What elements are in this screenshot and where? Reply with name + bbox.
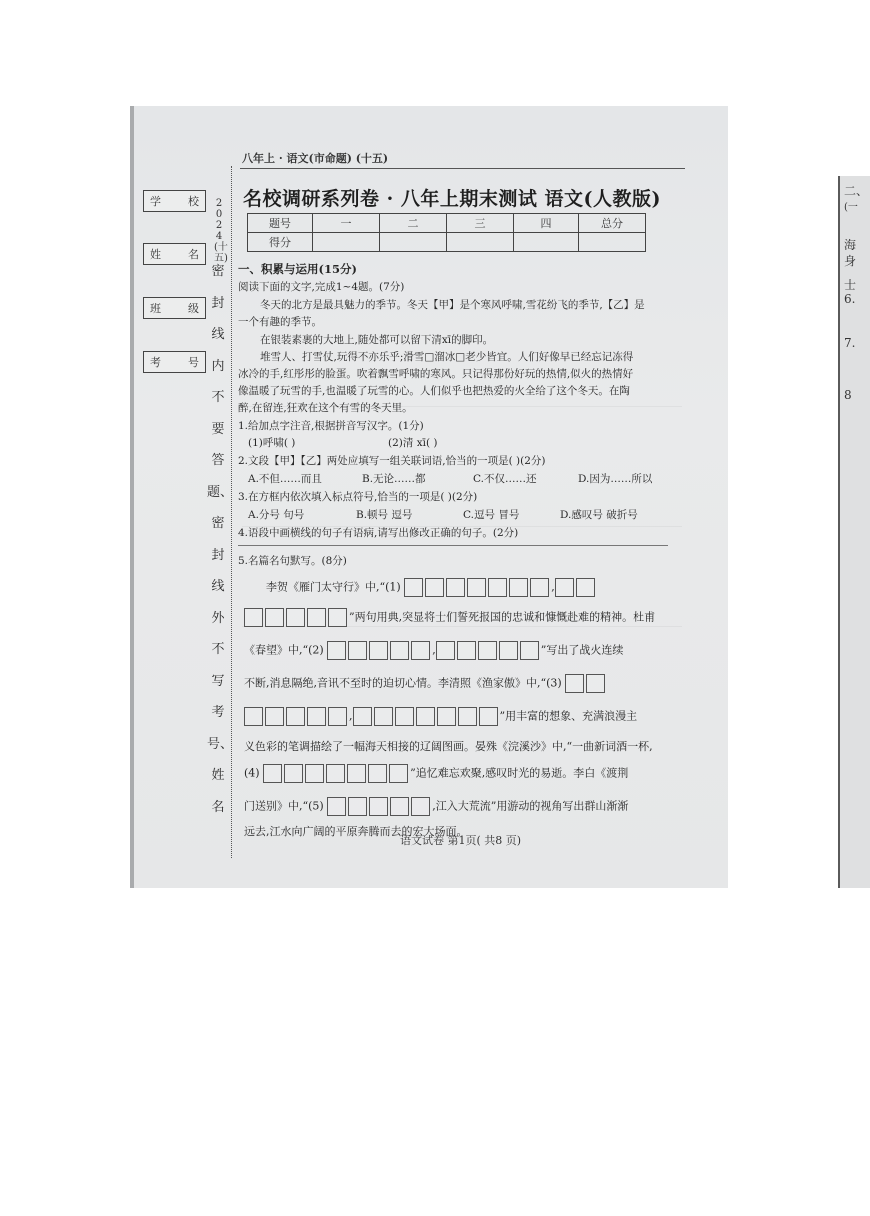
q1-item: (2)清 xī( )	[388, 437, 438, 449]
binding-margin	[130, 106, 234, 888]
blank-boxes[interactable]	[436, 644, 541, 657]
question-2: 2.文段【甲】【乙】两处应填写一组关联词语,恰当的一项是( )(2分)	[238, 455, 546, 467]
q5-text: 义色彩的笔调描绘了一幅海天相接的辽阔图画。晏殊《浣溪沙》中,“一曲新词酒一杯,	[244, 740, 653, 753]
option: C.逗号 冒号	[463, 509, 520, 521]
passage-line: 在银装素裹的大地上,随处都可以留下清xī的脚印。	[260, 334, 494, 346]
blank-boxes[interactable]	[244, 710, 349, 723]
q1-item: (1)呼啸( )	[248, 437, 296, 449]
q5-text: 李贺《雁门太守行》中,“(1) ,	[266, 578, 597, 597]
option: B.无论……都	[362, 473, 426, 485]
option: D.感叹号 破折号	[560, 509, 638, 521]
table-cell: 总分	[579, 214, 646, 233]
score-cell	[447, 233, 514, 252]
option: B.顿号 逗号	[356, 509, 413, 521]
passage-line: 冬天的北方是最具魅力的季节。冬天【甲】是个寒风呼啸,雪花纷飞的季节,【乙】是	[260, 299, 645, 311]
blank-boxes[interactable]	[327, 800, 432, 813]
name-field: 姓 名	[143, 243, 206, 265]
school-field: 学 校	[143, 190, 206, 212]
blank-boxes[interactable]	[404, 581, 551, 594]
blank-boxes[interactable]	[353, 710, 500, 723]
exam-number-field: 考 号	[143, 351, 206, 373]
q5-text: ”两句用典,突显将士们誓死报国的忠诚和慷慨赴难的精神。杜甫	[244, 608, 655, 627]
scanned-exam-photo	[130, 106, 869, 888]
passage-line: 冰冷的手,红彤彤的脸蛋。吹着飘雪呼啸的寒风。只记得那份好玩的热情,似火的热情好	[238, 368, 634, 380]
score-cell	[579, 233, 646, 252]
question-4: 4.语段中画横线的句子有语病,请写出修改正确的句子。(2分)	[238, 527, 519, 539]
exam-year-code: 2024(十五)	[214, 198, 228, 264]
running-header: 八年上 · 语文(市命题) (十五)	[242, 152, 389, 165]
option: D.因为……所以	[578, 473, 653, 485]
fragment: 海	[844, 238, 857, 252]
header-rule	[240, 168, 685, 169]
score-cell	[380, 233, 447, 252]
score-cell	[313, 233, 380, 252]
fragment: 身	[844, 254, 857, 268]
passage-line: 醉,在留连,狂欢在这个有雪的冬天里。	[238, 402, 413, 414]
score-table	[247, 213, 646, 252]
table-cell: 一	[313, 214, 380, 233]
page-footer: 语文试卷 第1页( 共8 页)	[400, 834, 522, 847]
blank-boxes[interactable]	[555, 581, 597, 594]
blank-boxes[interactable]	[327, 644, 432, 657]
q5-text: 《春望》中,“(2) , ”写出了战火连续	[244, 641, 623, 660]
q5-text: 不断,消息隔绝,音讯不至时的迫切心情。李清照《渔家傲》中,“(3)	[244, 674, 607, 693]
fragment: 二、	[844, 184, 869, 198]
option: A.不但……而且	[248, 473, 322, 485]
instruction: 阅读下面的文字,完成1~4题。(7分)	[238, 281, 405, 293]
fragment: 8	[844, 388, 852, 402]
q5-text: , ”用丰富的想象、充满浪漫主	[244, 707, 637, 726]
table-cell: 三	[447, 214, 514, 233]
blank-boxes[interactable]	[263, 767, 410, 780]
fragment: 7.	[844, 336, 856, 350]
table-cell: 得分	[248, 233, 313, 252]
blank-boxes[interactable]	[565, 677, 607, 690]
question-1: 1.给加点字注音,根据拼音写汉字。(1分)	[238, 420, 424, 432]
q5-text: (4) ”追忆难忘欢聚,感叹时光的易逝。李白《渡荆	[244, 764, 628, 783]
table-row	[248, 214, 646, 233]
next-page-edge	[838, 176, 870, 888]
score-cell	[514, 233, 579, 252]
blank-boxes[interactable]	[244, 611, 349, 624]
table-cell: 四	[514, 214, 579, 233]
q5-text: 远去,江水向广阔的平原奔腾而去的宏大场面。	[244, 825, 468, 838]
fragment: 士	[844, 278, 857, 292]
seal-line	[231, 166, 232, 858]
q5-text: 门送别》中,“(5) ,江入大荒流”用游动的视角写出群山渐渐	[244, 797, 628, 816]
answer-line	[238, 545, 668, 546]
exam-title: 名校调研系列卷 · 八年上期末测试 语文(人教版)	[243, 188, 661, 210]
table-row	[248, 233, 646, 252]
option: A.分号 句号	[248, 509, 305, 521]
question-5: 5.名篇名句默写。(8分)	[238, 555, 347, 567]
question-3: 3.在方框内依次填入标点符号,恰当的一项是( )(2分)	[238, 491, 478, 503]
passage-line: 堆雪人、打雪仗,玩得不亦乐乎;滑雪□溜冰□老少皆宜。人们好像早已经忘记冻得	[260, 351, 634, 363]
fragment: (一	[844, 202, 858, 213]
table-cell: 题号	[248, 214, 313, 233]
passage-line: 一个有趣的季节。	[238, 316, 322, 328]
table-cell: 二	[380, 214, 447, 233]
class-field: 班 级	[143, 297, 206, 319]
option: C.不仅……还	[473, 473, 537, 485]
seal-line-notice: 密封线内不要答题、密封线外不写考号、姓名	[207, 264, 234, 815]
fragment: 6.	[844, 292, 856, 306]
section-title: 一、积累与运用(15分)	[238, 262, 357, 276]
passage-line: 像温暖了玩雪的手,也温暖了玩雪的心。人们似乎也把热爱的火全给了这个冬天。在陶	[238, 385, 630, 397]
